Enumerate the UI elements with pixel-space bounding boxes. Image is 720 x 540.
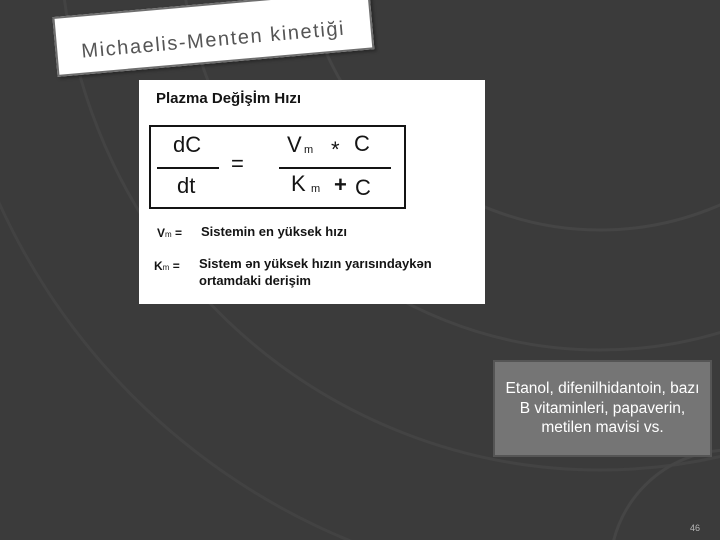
plus-sign: + [334,172,347,197]
km-sub-label: m [311,183,321,195]
km-definition-line2: ortamdaki derişim [199,273,311,288]
km-definition-line1: Sistem ən yüksek hızın yarısındaykən [199,256,432,271]
formula-image [139,80,485,304]
vm-definition: Sistemin en yüksek hızı [201,224,347,239]
c-denominator-label: C [355,175,371,200]
equation-box [149,125,406,209]
lhs-fraction-bar [157,167,219,169]
note-text: Etanol, difenilhidantoin, bazı B vitaminleri, papaverin, metilen mavisi vs. [505,380,700,437]
dt-label: dt [177,173,196,198]
vm-symbol: Vm = [157,226,183,240]
rhs-fraction-bar [279,167,391,169]
vm-sub-label: m [304,144,314,156]
slide-number: 46 [689,523,700,533]
dc-label: dC [173,132,202,157]
km-k-label: K [291,171,306,196]
c-numerator-label: C [354,131,370,156]
times-sign: * [331,137,340,162]
note-box [493,360,712,457]
km-symbol: Km = [154,259,180,273]
equals-sign: = [231,151,244,176]
km-definition [199,255,432,289]
vm-v-label: V [287,132,302,157]
slide-title: Michaelis-Menten kinetiği [80,17,347,63]
formula-heading: Plazma Değİşİm Hızı [156,90,302,107]
